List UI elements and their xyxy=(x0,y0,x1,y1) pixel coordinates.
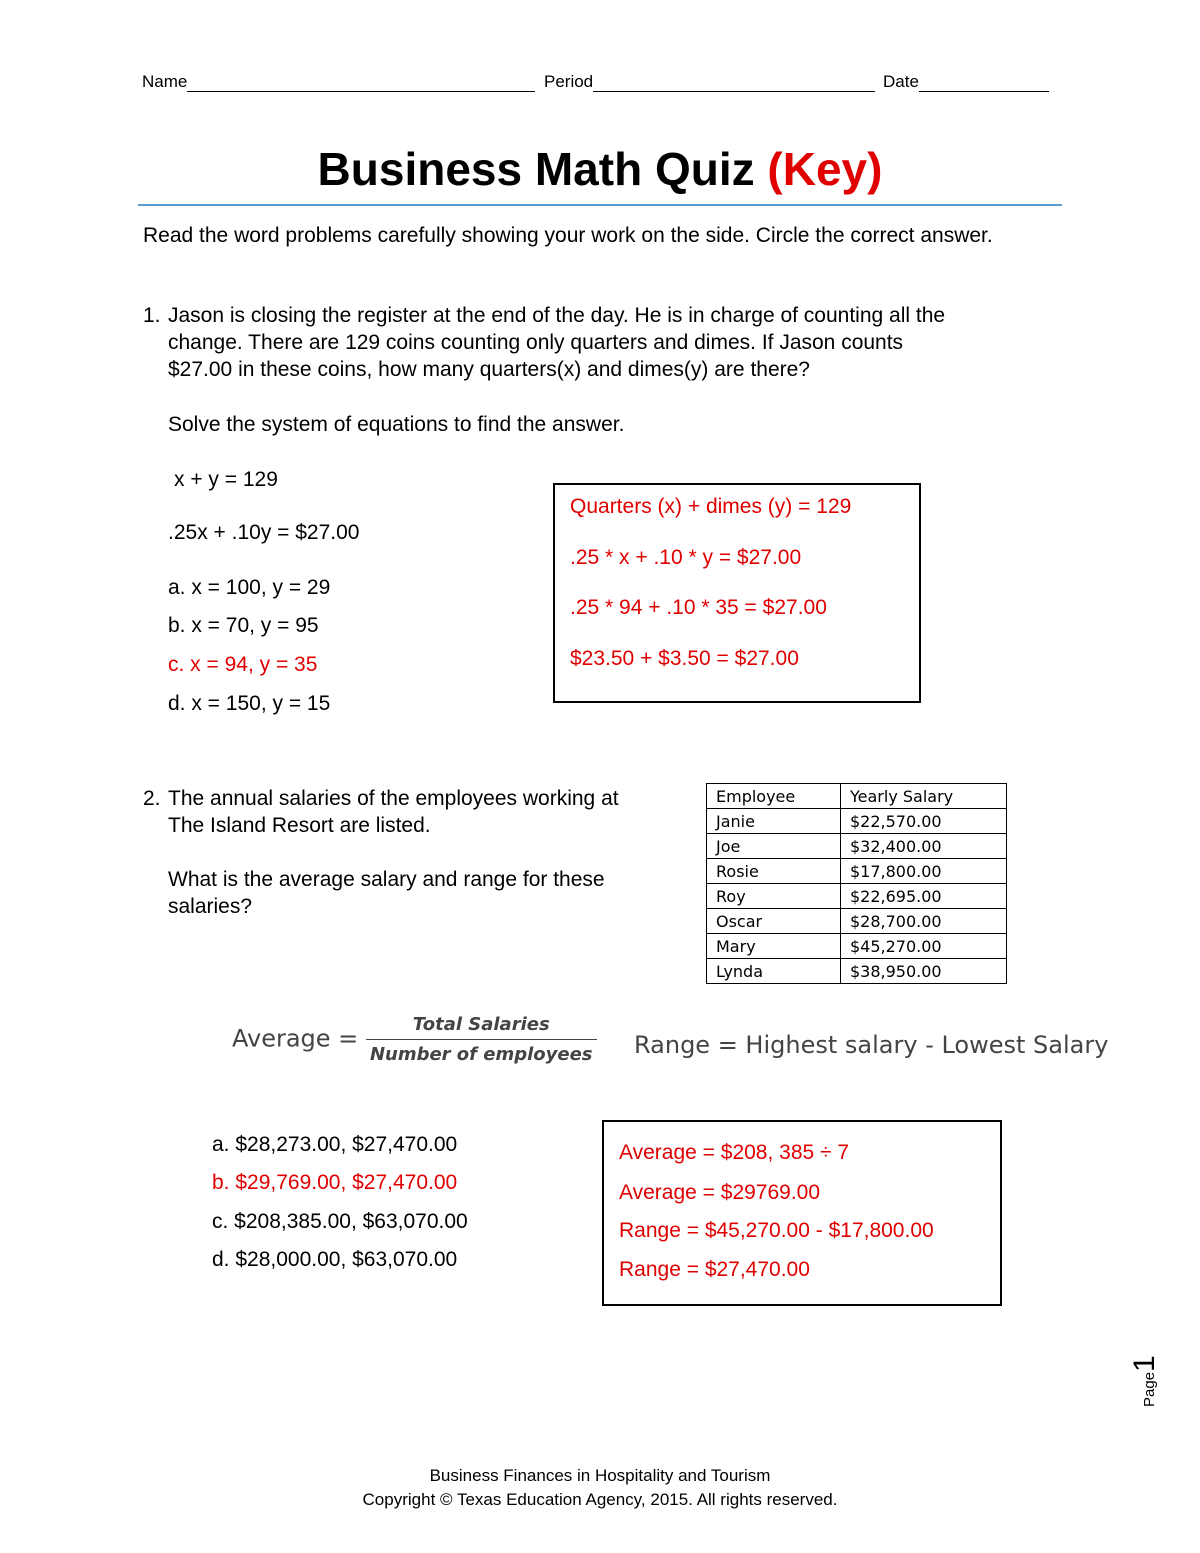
q1-text-1: Jason is closing the register at the end of the day. He is in charge of counting all the xyxy=(168,304,946,327)
q1-option-d[interactable]: d. x = 150, y = 15 xyxy=(168,692,331,715)
table-row xyxy=(707,859,1007,884)
page-value: 1 xyxy=(1128,1355,1161,1372)
q1-work-3: .25 * 94 + .10 * 35 = $27.00 xyxy=(570,596,827,619)
table-row xyxy=(707,959,1007,984)
formula-numerator: Total Salaries xyxy=(366,1014,597,1040)
title-key: (Key) xyxy=(767,143,883,195)
q1-equation-1: x + y = 129 xyxy=(174,468,278,491)
q1-work-4: $23.50 + $3.50 = $27.00 xyxy=(570,647,799,670)
employee-salary: $17,800.00 xyxy=(841,859,1007,884)
q1-number: 1. xyxy=(143,304,161,327)
employee-name: Lynda xyxy=(707,959,841,984)
page-label: Page xyxy=(1141,1371,1158,1407)
employee-salary: $22,570.00 xyxy=(841,809,1007,834)
footer-line-2: Copyright © Texas Education Agency, 2015. All rights reserved. xyxy=(362,1490,838,1509)
date-blank[interactable] xyxy=(919,73,1049,92)
name-field[interactable] xyxy=(142,72,535,92)
employee-name: Rosie xyxy=(707,859,841,884)
employee-name: Mary xyxy=(707,934,841,959)
table-row xyxy=(707,909,1007,934)
q2-option-b-correct[interactable]: b. $29,769.00, $27,470.00 xyxy=(212,1171,458,1194)
q1-option-b[interactable]: b. x = 70, y = 95 xyxy=(168,614,319,637)
q2-work-box xyxy=(602,1120,1002,1306)
q2-option-a[interactable]: a. $28,273.00, $27,470.00 xyxy=(212,1133,458,1156)
q1-text-3: $27.00 in these coins, how many quarters(x) and dimes(y) are there? xyxy=(168,358,810,381)
date-label: Date xyxy=(883,72,919,91)
table-row xyxy=(707,809,1007,834)
q2-prompt-2: salaries? xyxy=(168,895,253,918)
q1-option-c-correct[interactable]: c. x = 94, y = 35 xyxy=(168,653,318,676)
period-field[interactable] xyxy=(544,72,875,92)
table-row xyxy=(707,884,1007,909)
range-formula: Range = Highest salary - Lowest Salary xyxy=(634,1031,1109,1059)
header-yearly-salary: Yearly Salary xyxy=(841,784,1007,809)
q2-text-1: The annual salaries of the employees working at xyxy=(168,787,619,810)
date-field[interactable] xyxy=(883,72,1049,92)
employee-salary: $32,400.00 xyxy=(841,834,1007,859)
salary-table-header xyxy=(707,784,1007,809)
q1-text-2: change. There are 129 coins counting only quarters and dimes. If Jason counts xyxy=(168,331,904,354)
page-number xyxy=(1110,1345,1170,1425)
q2-work-4: Range = $27,470.00 xyxy=(619,1258,810,1281)
employee-salary: $38,950.00 xyxy=(841,959,1007,984)
name-blank[interactable] xyxy=(187,73,535,92)
q2-prompt-1: What is the average salary and range for these xyxy=(168,868,605,891)
q1-equation-2: .25x + .10y = $27.00 xyxy=(168,521,360,544)
q2-option-d[interactable]: d. $28,000.00, $63,070.00 xyxy=(212,1248,458,1271)
q2-option-c[interactable]: c. $208,385.00, $63,070.00 xyxy=(212,1210,468,1233)
page-title xyxy=(0,142,1200,196)
formula-denominator: Number of employees xyxy=(369,1044,593,1065)
q1-work-2: .25 * x + .10 * y = $27.00 xyxy=(570,546,802,569)
average-fraction xyxy=(366,1014,597,1065)
average-formula-label: Average = xyxy=(232,1024,359,1053)
employee-name: Janie xyxy=(707,809,841,834)
title-main: Business Math Quiz xyxy=(317,143,755,195)
name-label: Name xyxy=(142,72,188,91)
salary-table xyxy=(706,783,1007,984)
employee-name: Roy xyxy=(707,884,841,909)
period-blank[interactable] xyxy=(593,73,875,92)
q1-work-box xyxy=(553,483,921,703)
q1-work-1: Quarters (x) + dimes (y) = 129 xyxy=(570,495,852,518)
q2-work-2: Average = $29769.00 xyxy=(619,1181,821,1204)
table-row xyxy=(707,834,1007,859)
header-employee: Employee xyxy=(707,784,841,809)
q1-prompt: Solve the system of equations to find the answer. xyxy=(168,413,625,436)
period-label: Period xyxy=(544,72,594,91)
instructions: Read the word problems carefully showing your work on the side. Circle the correct answer. xyxy=(143,224,993,247)
employee-name: Joe xyxy=(707,834,841,859)
q1-option-a[interactable]: a. x = 100, y = 29 xyxy=(168,576,331,599)
average-formula xyxy=(232,1014,597,1065)
employee-salary: $22,695.00 xyxy=(841,884,1007,909)
q2-work-3: Range = $45,270.00 - $17,800.00 xyxy=(619,1219,934,1242)
title-rule xyxy=(138,204,1062,206)
employee-salary: $45,270.00 xyxy=(841,934,1007,959)
q2-work-1: Average = $208, 385 ÷ 7 xyxy=(619,1141,850,1164)
q2-text-2: The Island Resort are listed. xyxy=(168,814,431,837)
employee-salary: $28,700.00 xyxy=(841,909,1007,934)
footer-line-1: Business Finances in Hospitality and Tourism xyxy=(429,1466,771,1485)
table-row xyxy=(707,934,1007,959)
q2-number: 2. xyxy=(143,787,161,810)
employee-name: Oscar xyxy=(707,909,841,934)
